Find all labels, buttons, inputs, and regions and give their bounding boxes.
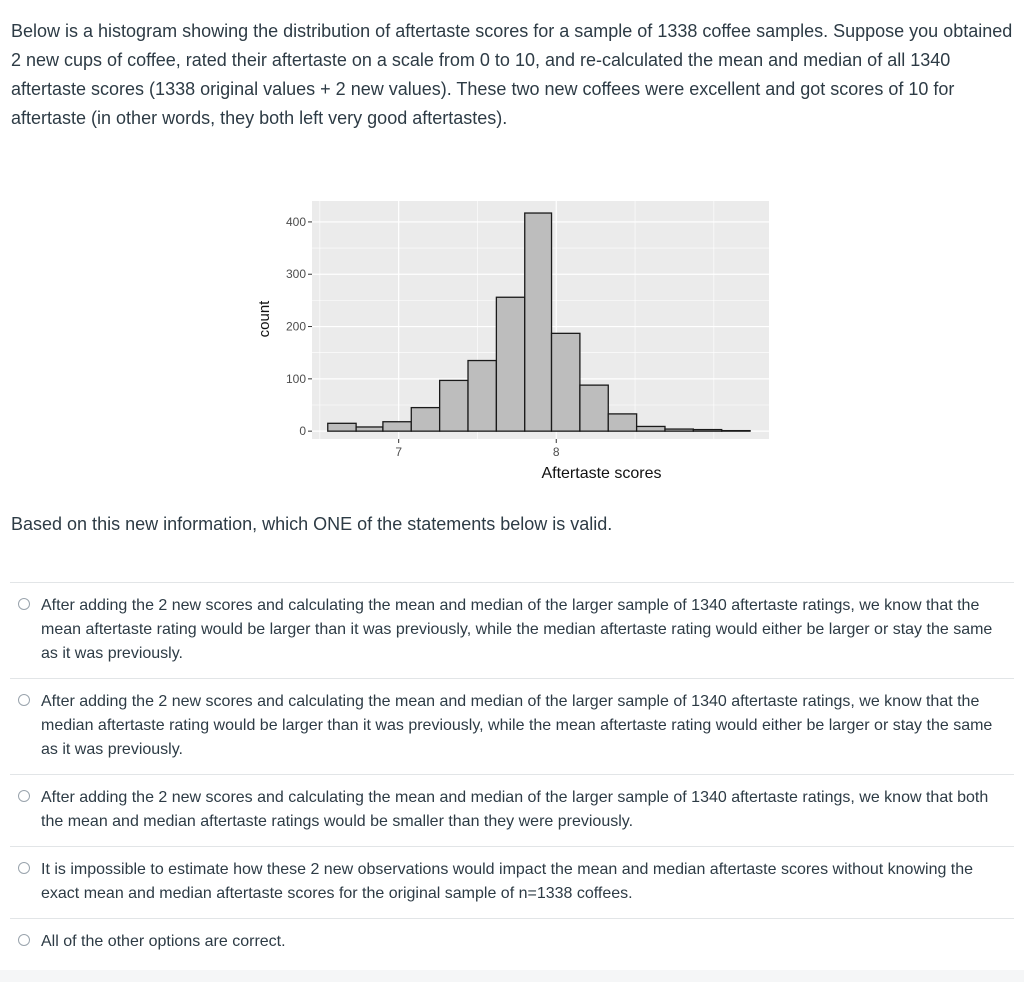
histogram-bar xyxy=(468,361,496,432)
y-axis xyxy=(286,215,312,438)
prompt-text: Based on this new information, which ONE of the statements below is valid. xyxy=(11,514,613,534)
radio-button-1[interactable] xyxy=(18,598,30,610)
answer-option-4[interactable] xyxy=(10,847,1014,919)
answer-label-2: After adding the 2 new scores and calculating the mean and median of the larger sample of 1340 aftertaste ratings, we know that the median aftertaste rating would be larger than it was previously, while the mean aftertaste rating would either be larger or stay the same as it was previously. xyxy=(41,693,993,758)
histogram-bar xyxy=(608,414,636,431)
answer-list xyxy=(10,582,1014,966)
answer-label-5: All of the other options are correct. xyxy=(41,933,286,950)
histogram-bar xyxy=(496,297,524,431)
radio-button-2[interactable] xyxy=(18,694,30,706)
histogram-bar xyxy=(637,426,665,431)
y-tick-label: 200 xyxy=(285,319,306,334)
histogram-svg xyxy=(248,198,778,498)
histogram-bar xyxy=(328,423,356,431)
histogram-bar xyxy=(552,333,580,431)
histogram-bar xyxy=(356,427,383,431)
histogram-bar xyxy=(693,430,721,432)
histogram-bar xyxy=(525,213,552,431)
y-axis-label: count xyxy=(256,300,273,338)
answer-label-4: It is impossible to estimate how these 2 new observations would impact the mean and median aftertaste scores without knowing the exact mean and median aftertaste scores for the original sample of n=1338 coffees. xyxy=(41,861,974,902)
answer-option-2[interactable] xyxy=(10,679,1014,775)
y-tick-label: 300 xyxy=(285,267,306,282)
y-tick-label: 100 xyxy=(285,371,306,386)
histogram-bar xyxy=(411,408,439,432)
x-tick-label: 7 xyxy=(395,445,403,459)
answer-label-3: After adding the 2 new scores and calculating the mean and median of the larger sample of 1340 aftertaste ratings, we know that both the mean and median aftertaste ratings would be smaller than they were previously. xyxy=(41,789,989,830)
histogram-bar xyxy=(665,429,693,431)
radio-button-4[interactable] xyxy=(18,862,30,874)
x-axis-label: Aftertaste scores xyxy=(541,465,662,482)
histogram-chart xyxy=(248,198,778,498)
question-text: Below is a histogram showing the distribution of aftertaste scores for a sample of 1338 coffee samples. Suppose you obtained 2 new cups of coffee, rated their aftertaste on a scale from 0 to 10, and re-calculated the mean and median of all 1340 aftertaste scores (1338 original values + 2 new values). These two new coffees were excellent and got scores of 10 for aftertaste (in other words, they both left very good aftertastes). xyxy=(11,21,1013,128)
answer-option-1[interactable] xyxy=(10,583,1014,679)
answer-option-3[interactable] xyxy=(10,775,1014,847)
footer-strip xyxy=(0,970,1024,982)
histogram-bar xyxy=(580,385,608,431)
y-tick-label: 0 xyxy=(299,424,306,439)
histogram-bar xyxy=(383,422,411,431)
histogram-bar xyxy=(440,380,468,431)
answer-option-5[interactable] xyxy=(10,919,1014,966)
radio-button-3[interactable] xyxy=(18,790,30,802)
x-axis xyxy=(395,439,560,459)
y-tick-label: 400 xyxy=(285,214,306,229)
radio-button-5[interactable] xyxy=(18,934,30,946)
histogram-bar xyxy=(722,431,750,432)
x-tick-label: 8 xyxy=(552,445,560,459)
answer-label-1: After adding the 2 new scores and calculating the mean and median of the larger sample of 1340 aftertaste ratings, we know that the mean aftertaste rating would be larger than it was previously, while the median aftertaste rating would either be larger or stay the same as it was previously. xyxy=(41,597,993,662)
